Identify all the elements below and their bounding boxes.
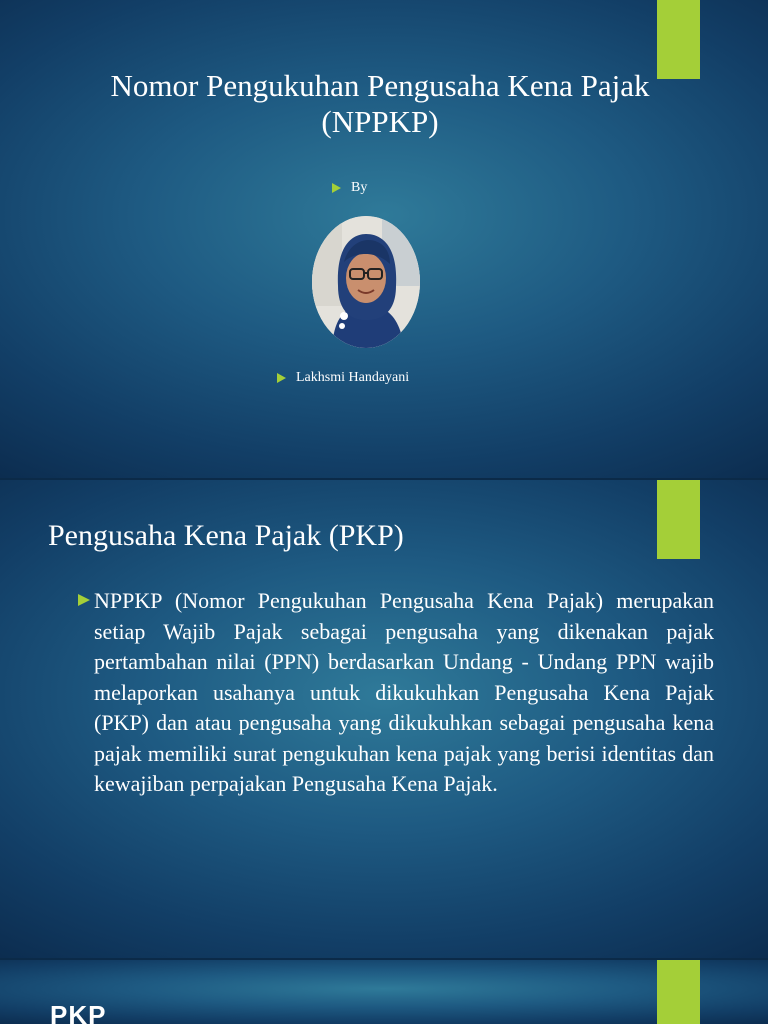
author-photo-icon <box>312 216 420 348</box>
bullet-triangle-icon <box>277 373 286 383</box>
slide-title <box>0 0 768 478</box>
author-avatar <box>312 216 420 348</box>
author-name: Lakhsmi Handayani <box>296 370 410 385</box>
bullet-triangle-icon <box>78 594 90 606</box>
slide-title-heading: Nomor Pengukuhan Pengusaha Kena Pajak (NPPKP) <box>110 68 650 139</box>
slide-pkp <box>0 960 768 1024</box>
slide-heading: PKP <box>50 1000 107 1024</box>
bullet-triangle-icon <box>332 183 341 193</box>
by-label: By <box>351 180 368 195</box>
accent-bar <box>657 960 700 1024</box>
bullet-paragraph <box>78 586 719 800</box>
by-line <box>332 179 367 197</box>
slide-pkp-definition <box>0 480 768 958</box>
slide-heading: Pengusaha Kena Pajak (PKP) <box>48 519 404 552</box>
accent-bar <box>657 480 700 559</box>
paragraph-text: NPPKP (Nomor Pengukuhan Pengusaha Kena Pajak) merupakan setiap Wajib Pajak sebagai pengusaha yang dikenakan pajak pertambahan nilai (PPN) berdasarkan Undang - Undang PPN wajib melaporkan usahanya untuk dikukuhkan Pengusaha Kena Pajak (PKP) dan atau pengusaha yang dikukuhkan sebagai pengusaha kena pajak memiliki surat pengukuhan kena pajak yang berisi identitas dan kewajiban perpajakan Pengusaha Kena Pajak. <box>94 588 714 796</box>
author-line <box>277 369 409 387</box>
